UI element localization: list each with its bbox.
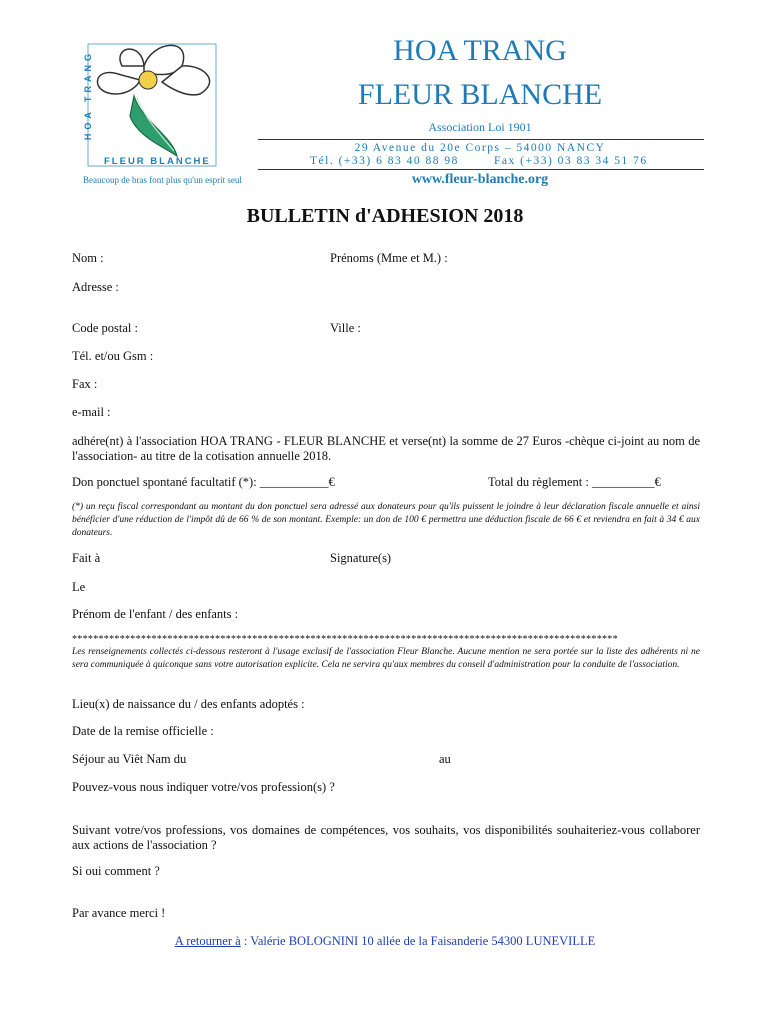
field-sejour-du[interactable]: Séjour au Viêt Nam du	[72, 752, 187, 766]
thanks-text: Par avance merci !	[72, 906, 166, 920]
header-divider-bottom	[258, 169, 704, 170]
association-type: Association Loi 1901	[428, 120, 532, 134]
return-address	[0, 934, 770, 949]
separator-stars: *******************************************************************************************************	[72, 634, 618, 645]
logo-vertical-text: HOA TRANG	[83, 50, 93, 141]
field-profession[interactable]: Pouvez-vous nous indiquer votre/vos profession(s) ?	[72, 780, 335, 794]
org-website-link[interactable]: www.fleur-blanche.org	[411, 172, 549, 187]
logo-name: FLEUR BLANCHE	[104, 156, 211, 167]
header-divider-top	[258, 139, 704, 140]
adhesion-text: adhére(nt) à l'association HOA TRANG - FLEUR BLANCHE et verse(nt) la somme de 27 Euros -chèque ci-joint au nom de l'association- au titre de la cotisation annuelle 2018.	[72, 434, 700, 463]
field-sejour-au[interactable]: au	[439, 752, 451, 766]
field-nom[interactable]: Nom :	[72, 251, 104, 265]
privacy-note: Les renseignements collectés ci-dessous resteront à l'usage exclusif de l'association Fleur Blanche. Aucune mention ne sera portée sur la liste des adhérents ni ne sera communiquée à quiconque sans votre autorisation explicite. Cela ne servira qu'aux membres du conseil d'administration pour la conduite de l'association.	[72, 647, 700, 670]
return-label: A retourner à	[174, 934, 241, 948]
field-email[interactable]: e-mail :	[72, 405, 111, 419]
org-name-line1: HOA TRANG	[393, 34, 567, 67]
field-date-remise[interactable]: Date de la remise officielle :	[72, 724, 214, 738]
field-fait-a[interactable]: Fait à	[72, 551, 101, 565]
field-total[interactable]: Total du règlement : __________€	[488, 475, 661, 489]
field-le[interactable]: Le	[72, 580, 86, 594]
fiscal-note: (*) un reçu fiscal correspondant au montant du don ponctuel sera adressé aux donateurs pour qu'ils puissent le joindre à leur déclaration fiscale annuelle et ainsi bénéficier d'une réduction de l'impôt dû de 66 % de son montant. Exemple: un don de 100 € permettra une déduction fiscale de 66 € et reviendra en fait à 34 € aux donateurs.	[72, 502, 700, 538]
field-si-oui[interactable]: Si oui comment ?	[72, 864, 160, 878]
field-code-postal[interactable]: Code postal :	[72, 321, 138, 335]
org-address: 29 Avenue du 20e Corps – 54000 NANCY	[354, 142, 606, 154]
field-ville[interactable]: Ville :	[330, 321, 361, 335]
return-address-text: : Valérie BOLOGNINI 10 allée de la Faisanderie 54300 LUNEVILLE	[240, 934, 596, 948]
field-lieu-naissance[interactable]: Lieu(x) de naissance du / des enfants adoptés :	[72, 697, 305, 711]
field-prenom-enfants[interactable]: Prénom de l'enfant / des enfants :	[72, 607, 239, 621]
org-phone: Tél. (+33) 6 83 40 88 98	[310, 155, 459, 167]
logo-tagline: Beaucoup de bras font plus qu'un esprit seul	[83, 175, 242, 185]
collaboration-question: Suivant votre/vos professions, vos domaines de compétences, vos souhaits, vos disponibilités souhaiteriez-vous collaborer aux actions de l'association ?	[72, 823, 700, 852]
flower-logo-icon	[82, 36, 222, 171]
field-adresse[interactable]: Adresse :	[72, 280, 119, 294]
page-title: BULLETIN d'ADHESION 2018	[246, 205, 524, 227]
field-prenoms[interactable]: Prénoms (Mme et M.) :	[330, 251, 448, 265]
field-tel[interactable]: Tél. et/ou Gsm :	[72, 349, 154, 363]
field-fax[interactable]: Fax :	[72, 377, 98, 391]
field-signature[interactable]: Signature(s)	[330, 551, 392, 565]
org-fax: Fax (+33) 03 83 34 51 76	[494, 155, 648, 167]
org-name-line2: FLEUR BLANCHE	[357, 78, 603, 111]
logo	[82, 36, 222, 171]
field-don[interactable]: Don ponctuel spontané facultatif (*): ___________€	[72, 475, 335, 489]
